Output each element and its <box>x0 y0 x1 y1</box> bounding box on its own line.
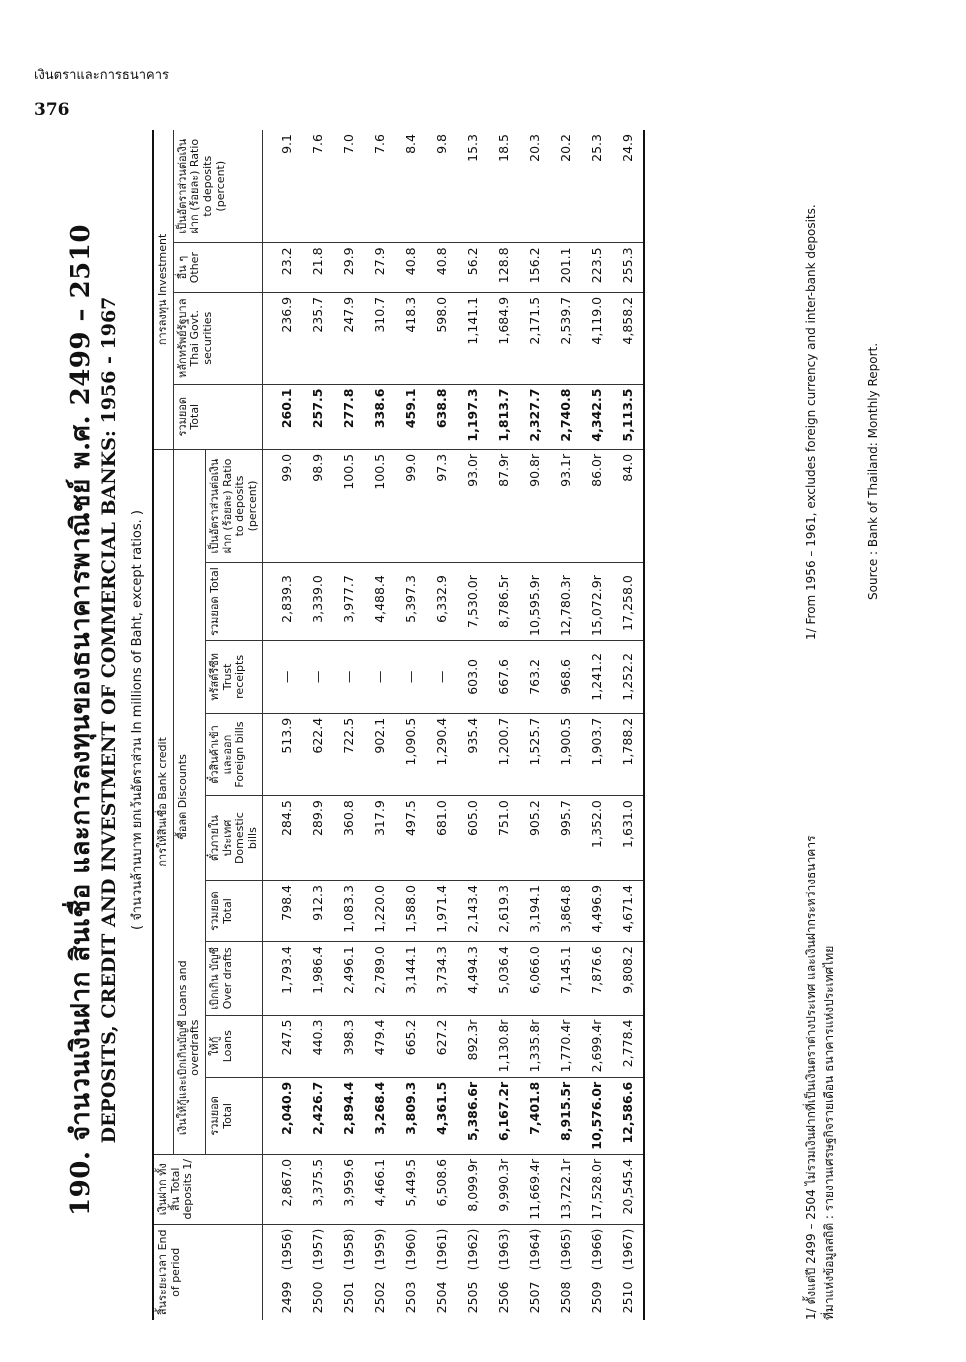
table-row <box>333 130 364 1320</box>
trust-receipts-cell: 667.6 <box>488 640 519 713</box>
header-total-deposits: เงินฝาก ทั้งสิ้น Total deposits 1/ <box>153 1154 263 1224</box>
discounts-total-cell: 1,220.0 <box>364 881 395 942</box>
header-credit-total: รวมยอด Total <box>205 563 263 641</box>
govt-securities-cell: 418.3 <box>395 292 426 384</box>
investment-ratio-cell: 20.2 <box>550 130 581 243</box>
credit-total-cell: 12,780.3r <box>550 571 581 640</box>
header-lo-total: รวมยอด Total <box>205 1077 263 1154</box>
govt-securities-cell: 598.0 <box>426 292 457 384</box>
header-govt-securities: หลักทรัพย์รัฐบาล Thai Govt. securities <box>173 292 263 384</box>
header-investment: การลงทุน Investment <box>153 130 173 449</box>
govt-securities-cell: 2,539.7 <box>550 292 581 384</box>
loans-cell: 440.3 <box>302 1015 333 1077</box>
loans-cell: 2,778.4 <box>612 1015 644 1077</box>
loans-od-total-cell: 2,426.7 <box>302 1077 333 1154</box>
year-be-cell: 2510 <box>620 1281 636 1314</box>
total-deposits-cell: 17,528.0r <box>581 1154 612 1224</box>
credit-pad-cell <box>457 563 488 572</box>
loans-cell: 247.5 <box>263 1015 303 1077</box>
credit-total-cell: 7,530.0r <box>457 571 488 640</box>
credit-total-cell: 10,595.9r <box>519 571 550 640</box>
other-investment-cell: 40.8 <box>426 243 457 292</box>
loans-od-total-cell: 2,894.4 <box>333 1077 364 1154</box>
domestic-bills-cell: 681.0 <box>426 796 457 881</box>
total-deposits-cell: 11,669.4r <box>519 1154 550 1224</box>
govt-securities-cell: 1,141.1 <box>457 292 488 384</box>
source-english: Source : Bank of Thailand: Monthly Report. <box>866 342 880 600</box>
foreign-bills-cell: 1,900.5 <box>550 713 581 795</box>
discounts-total-cell: 1,588.0 <box>395 881 426 942</box>
discounts-total-cell: 2,619.3 <box>488 881 519 942</box>
credit-pad-cell <box>364 563 395 572</box>
loans-cell: 1,770.4r <box>550 1015 581 1077</box>
year-ce-cell: (1958) <box>341 1228 357 1271</box>
year-be-cell: 2505 <box>465 1281 481 1314</box>
header-loans: ให้กู้ Loans <box>205 1015 263 1077</box>
investment-ratio-cell: 24.9 <box>612 130 644 243</box>
investment-total-cell: 260.1 <box>263 384 303 449</box>
header-other: อื่น ๆ Other <box>173 243 263 292</box>
rotated-table-page <box>60 110 920 1330</box>
govt-securities-cell: 310.7 <box>364 292 395 384</box>
header-loans-overdrafts: เงินให้กู้และเบิกเกินบัญชี Loans and overdrafts <box>173 942 205 1155</box>
other-investment-cell: 255.3 <box>612 243 644 292</box>
credit-pad-cell <box>581 563 612 572</box>
footnote-thai: 1/ ตั้งแต่ปี 2499 – 2504 ไม่รวมเงินฝากที่เป็นเงินตราต่างประเทศ และเงินฝากระหว่างธนาคาร <box>804 835 818 1320</box>
running-head: เงินตราและการธนาคาร <box>34 68 169 83</box>
year-ce-cell: (1962) <box>465 1228 481 1271</box>
domestic-bills-cell: 497.5 <box>395 796 426 881</box>
other-investment-cell: 201.1 <box>550 243 581 292</box>
other-investment-cell: 223.5 <box>581 243 612 292</box>
investment-total-cell: 1,813.7 <box>488 384 519 449</box>
investment-ratio-cell: 8.4 <box>395 130 426 243</box>
overdrafts-cell: 4,494.3 <box>457 942 488 1015</box>
credit-ratio-cell: 99.0 <box>263 449 303 562</box>
table-row <box>364 130 395 1320</box>
discounts-total-cell: 2,143.4 <box>457 881 488 942</box>
overdrafts-cell: 7,876.6 <box>581 942 612 1015</box>
year-ce-cell: (1960) <box>403 1228 419 1271</box>
trust-receipts-cell: — <box>333 640 364 713</box>
foreign-bills-cell: 1,200.7 <box>488 713 519 795</box>
credit-ratio-cell: 84.0 <box>612 449 644 562</box>
header-trust-receipts: ทรัสต์รีซีท Trust receipts <box>205 640 263 713</box>
other-investment-cell: 27.9 <box>364 243 395 292</box>
page-number: 376 <box>34 100 70 120</box>
credit-total-cell: 3,339.0 <box>302 571 333 640</box>
discounts-total-cell: 3,864.8 <box>550 881 581 942</box>
foreign-bills-cell: 1,788.2 <box>612 713 644 795</box>
foreign-bills-cell: 622.4 <box>302 713 333 795</box>
credit-total-cell: 15,072.9r <box>581 571 612 640</box>
investment-total-cell: 459.1 <box>395 384 426 449</box>
credit-pad-cell <box>612 563 644 572</box>
overdrafts-cell: 6,066.0 <box>519 942 550 1015</box>
statistics-table <box>152 130 645 1320</box>
year-be-cell: 2502 <box>372 1281 388 1314</box>
discounts-total-cell: 912.3 <box>302 881 333 942</box>
other-investment-cell: 128.8 <box>488 243 519 292</box>
year-be-cell: 2508 <box>558 1281 574 1314</box>
source-thai: ที่มาแห่งข้อมูลสถิติ : รายงานเศรษฐกิจรายเดือน ธนาคารแห่งประเทศไทย <box>822 945 836 1320</box>
total-deposits-cell: 8,099.9r <box>457 1154 488 1224</box>
investment-ratio-cell: 20.3 <box>519 130 550 243</box>
credit-ratio-cell: 97.3 <box>426 449 457 562</box>
loans-cell: 892.3r <box>457 1015 488 1077</box>
loans-od-total-cell: 3,268.4 <box>364 1077 395 1154</box>
loans-od-total-cell: 4,361.5 <box>426 1077 457 1154</box>
trust-receipts-cell: — <box>395 640 426 713</box>
year-be-cell: 2500 <box>310 1281 326 1314</box>
trust-receipts-cell: 968.6 <box>550 640 581 713</box>
header-bank-credit: การให้สินเชื่อ Bank credit <box>153 449 173 1154</box>
table-row <box>550 130 581 1320</box>
credit-ratio-cell: 99.0 <box>395 449 426 562</box>
foreign-bills-cell: 935.4 <box>457 713 488 795</box>
trust-receipts-cell: — <box>263 640 303 713</box>
header-disc-total: รวมยอด Total <box>205 881 263 942</box>
credit-pad-cell <box>519 563 550 572</box>
govt-securities-cell: 236.9 <box>263 292 303 384</box>
year-ce-cell: (1964) <box>527 1228 543 1271</box>
discounts-total-cell: 4,496.9 <box>581 881 612 942</box>
trust-receipts-cell: — <box>426 640 457 713</box>
investment-ratio-cell: 25.3 <box>581 130 612 243</box>
credit-total-cell: 6,332.9 <box>426 571 457 640</box>
year-ce-cell: (1963) <box>496 1228 512 1271</box>
table-row <box>612 130 644 1320</box>
year-be-cell: 2503 <box>403 1281 419 1314</box>
trust-receipts-cell: — <box>364 640 395 713</box>
year-ce-cell: (1959) <box>372 1228 388 1271</box>
trust-receipts-cell: — <box>302 640 333 713</box>
investment-total-cell: 5,113.5 <box>612 384 644 449</box>
total-deposits-cell: 9,990.3r <box>488 1154 519 1224</box>
credit-pad-cell <box>263 563 303 572</box>
investment-total-cell: 2,740.8 <box>550 384 581 449</box>
investment-ratio-cell: 9.1 <box>263 130 303 243</box>
foreign-bills-cell: 1,090.5 <box>395 713 426 795</box>
title-thai-text: จำนวนเงินฝาก สินเชื่อ และการลงทุนของธนาคารพาณิชย์ พ.ศ. 2499 – 2510 <box>66 224 96 1142</box>
table-row <box>426 130 457 1320</box>
credit-ratio-cell: 93.1r <box>550 449 581 562</box>
foreign-bills-cell: 513.9 <box>263 713 303 795</box>
header-trust-spacer <box>173 640 205 713</box>
other-investment-cell: 56.2 <box>457 243 488 292</box>
table-row <box>302 130 333 1320</box>
domestic-bills-cell: 751.0 <box>488 796 519 881</box>
foreign-bills-cell: 1,903.7 <box>581 713 612 795</box>
table-row <box>457 130 488 1320</box>
investment-total-cell: 638.8 <box>426 384 457 449</box>
header-credit-spacer <box>173 449 205 640</box>
units-subtitle: ( จำนวนล้านบาท ยกเว้นอัตราส่วน In millions of Baht, except ratios. ) <box>130 510 145 931</box>
title-english: DEPOSITS, CREDIT AND INVESTMENT OF COMMERCIAL BANKS: 1956 - 1967 <box>98 296 120 1144</box>
title-thai <box>60 110 101 1330</box>
investment-total-cell: 338.6 <box>364 384 395 449</box>
table-row <box>581 130 612 1320</box>
header-foreign-bills: ตั๋วสินค้าเข้า และออก Foreign bills <box>205 713 263 795</box>
domestic-bills-cell: 1,631.0 <box>612 796 644 881</box>
loans-od-total-cell: 7,401.8 <box>519 1077 550 1154</box>
total-deposits-cell: 6,508.6 <box>426 1154 457 1224</box>
investment-ratio-cell: 7.6 <box>302 130 333 243</box>
loans-od-total-cell: 3,809.3 <box>395 1077 426 1154</box>
investment-ratio-cell: 18.5 <box>488 130 519 243</box>
domestic-bills-cell: 360.8 <box>333 796 364 881</box>
year-ce-cell: (1956) <box>279 1228 295 1271</box>
overdrafts-cell: 1,986.4 <box>302 942 333 1015</box>
govt-securities-cell: 1,684.9 <box>488 292 519 384</box>
govt-securities-cell: 4,119.0 <box>581 292 612 384</box>
trust-receipts-cell: 763.2 <box>519 640 550 713</box>
table-row <box>263 130 303 1320</box>
discounts-total-cell: 1,083.3 <box>333 881 364 942</box>
table-row <box>395 130 426 1320</box>
overdrafts-cell: 3,144.1 <box>395 942 426 1015</box>
total-deposits-cell: 13,722.1r <box>550 1154 581 1224</box>
header-discounts: ซื้อลด Discounts <box>173 713 205 880</box>
total-deposits-cell: 20,545.4 <box>612 1154 644 1224</box>
credit-pad-cell <box>395 563 426 572</box>
domestic-bills-cell: 905.2 <box>519 796 550 881</box>
year-be-cell: 2504 <box>434 1281 450 1314</box>
credit-pad-cell <box>426 563 457 572</box>
credit-ratio-cell: 86.0r <box>581 449 612 562</box>
loans-cell: 2,699.4r <box>581 1015 612 1077</box>
overdrafts-cell: 1,793.4 <box>263 942 303 1015</box>
total-deposits-cell: 5,449.5 <box>395 1154 426 1224</box>
credit-total-cell: 5,397.3 <box>395 571 426 640</box>
investment-ratio-cell: 7.0 <box>333 130 364 243</box>
domestic-bills-cell: 289.9 <box>302 796 333 881</box>
loans-cell: 665.2 <box>395 1015 426 1077</box>
header-inv-total: รวมยอด Total <box>173 384 263 449</box>
overdrafts-cell: 2,789.0 <box>364 942 395 1015</box>
header-period: สิ้นระยะเวลา End of period <box>153 1224 263 1320</box>
year-be-cell: 2509 <box>589 1281 605 1314</box>
credit-total-cell: 8,786.5r <box>488 571 519 640</box>
overdrafts-cell: 2,496.1 <box>333 942 364 1015</box>
investment-total-cell: 277.8 <box>333 384 364 449</box>
header-overdrafts: เบิกเกิน บัญชี Over drafts <box>205 942 263 1015</box>
govt-securities-cell: 4,858.2 <box>612 292 644 384</box>
trust-receipts-cell: 1,252.2 <box>612 640 644 713</box>
credit-total-cell: 4,488.4 <box>364 571 395 640</box>
credit-ratio-cell: 87.9r <box>488 449 519 562</box>
trust-receipts-cell: 603.0 <box>457 640 488 713</box>
credit-total-cell: 3,977.7 <box>333 571 364 640</box>
year-be-cell: 2506 <box>496 1281 512 1314</box>
investment-total-cell: 257.5 <box>302 384 333 449</box>
credit-ratio-cell: 90.8r <box>519 449 550 562</box>
loans-cell: 398.3 <box>333 1015 364 1077</box>
foreign-bills-cell: 722.5 <box>333 713 364 795</box>
credit-total-cell: 17,258.0 <box>612 571 644 640</box>
loans-cell: 627.2 <box>426 1015 457 1077</box>
credit-ratio-cell: 100.5 <box>333 449 364 562</box>
year-ce-cell: (1966) <box>589 1228 605 1271</box>
footnote-english: 1/ From 1956 – 1961, excludes foreign currency and inter-bank deposits. <box>804 204 818 640</box>
loans-cell: 479.4 <box>364 1015 395 1077</box>
overdrafts-cell: 7,145.1 <box>550 942 581 1015</box>
year-be-cell: 2499 <box>279 1281 295 1314</box>
loans-od-total-cell: 2,040.9 <box>263 1077 303 1154</box>
credit-pad-cell <box>488 563 519 572</box>
foreign-bills-cell: 902.1 <box>364 713 395 795</box>
govt-securities-cell: 235.7 <box>302 292 333 384</box>
discounts-total-cell: 3,194.1 <box>519 881 550 942</box>
discounts-total-cell: 1,971.4 <box>426 881 457 942</box>
overdrafts-cell: 9,808.2 <box>612 942 644 1015</box>
loans-cell: 1,130.8r <box>488 1015 519 1077</box>
header-domestic-bills: ตั๋วภายใน ประเทศ Domestic bills <box>205 796 263 881</box>
domestic-bills-cell: 605.0 <box>457 796 488 881</box>
trust-receipts-cell: 1,241.2 <box>581 640 612 713</box>
investment-total-cell: 2,327.7 <box>519 384 550 449</box>
credit-ratio-cell: 100.5 <box>364 449 395 562</box>
table-row <box>488 130 519 1320</box>
year-ce-cell: (1967) <box>620 1228 636 1271</box>
other-investment-cell: 23.2 <box>263 243 303 292</box>
loans-od-total-cell: 5,386.6r <box>457 1077 488 1154</box>
overdrafts-cell: 5,036.4 <box>488 942 519 1015</box>
other-investment-cell: 40.8 <box>395 243 426 292</box>
year-be-cell: 2507 <box>527 1281 543 1314</box>
domestic-bills-cell: 1,352.0 <box>581 796 612 881</box>
header-discounts-spacer <box>173 881 205 942</box>
other-investment-cell: 29.9 <box>333 243 364 292</box>
credit-pad-cell <box>302 563 333 572</box>
loans-od-total-cell: 12,586.6 <box>612 1077 644 1154</box>
loans-od-total-cell: 6,167.2r <box>488 1077 519 1154</box>
total-deposits-cell: 3,959.6 <box>333 1154 364 1224</box>
table-row <box>519 130 550 1320</box>
other-investment-cell: 21.8 <box>302 243 333 292</box>
loans-od-total-cell: 8,915.5r <box>550 1077 581 1154</box>
domestic-bills-cell: 995.7 <box>550 796 581 881</box>
loans-cell: 1,335.8r <box>519 1015 550 1077</box>
header-credit-ratio: เป็นอัตราส่วนต่อเงินฝาก (ร้อยละ) Ratio to deposits (percent) <box>205 449 263 562</box>
loans-od-total-cell: 10,576.0r <box>581 1077 612 1154</box>
investment-ratio-cell: 7.6 <box>364 130 395 243</box>
domestic-bills-cell: 284.5 <box>263 796 303 881</box>
foreign-bills-cell: 1,525.7 <box>519 713 550 795</box>
investment-total-cell: 1,197.3 <box>457 384 488 449</box>
credit-ratio-cell: 93.0r <box>457 449 488 562</box>
total-deposits-cell: 3,375.5 <box>302 1154 333 1224</box>
domestic-bills-cell: 317.9 <box>364 796 395 881</box>
year-ce-cell: (1961) <box>434 1228 450 1271</box>
foreign-bills-cell: 1,290.4 <box>426 713 457 795</box>
investment-ratio-cell: 15.3 <box>457 130 488 243</box>
investment-ratio-cell: 9.8 <box>426 130 457 243</box>
govt-securities-cell: 2,171.5 <box>519 292 550 384</box>
table-number: 190. <box>66 1150 96 1216</box>
credit-pad-cell <box>550 563 581 572</box>
other-investment-cell: 156.2 <box>519 243 550 292</box>
year-be-cell: 2501 <box>341 1281 357 1314</box>
year-ce-cell: (1965) <box>558 1228 574 1271</box>
govt-securities-cell: 247.9 <box>333 292 364 384</box>
header-investment-ratio: เป็นอัตราส่วนต่อเงินฝาก (ร้อยละ) Ratio to deposits (percent) <box>173 130 263 243</box>
total-deposits-cell: 4,466.1 <box>364 1154 395 1224</box>
discounts-total-cell: 798.4 <box>263 881 303 942</box>
discounts-total-cell: 4,671.4 <box>612 881 644 942</box>
credit-total-cell: 2,839.3 <box>263 571 303 640</box>
total-deposits-cell: 2,867.0 <box>263 1154 303 1224</box>
year-ce-cell: (1957) <box>310 1228 326 1271</box>
credit-pad-cell <box>333 563 364 572</box>
investment-total-cell: 4,342.5 <box>581 384 612 449</box>
overdrafts-cell: 3,734.3 <box>426 942 457 1015</box>
credit-ratio-cell: 98.9 <box>302 449 333 562</box>
